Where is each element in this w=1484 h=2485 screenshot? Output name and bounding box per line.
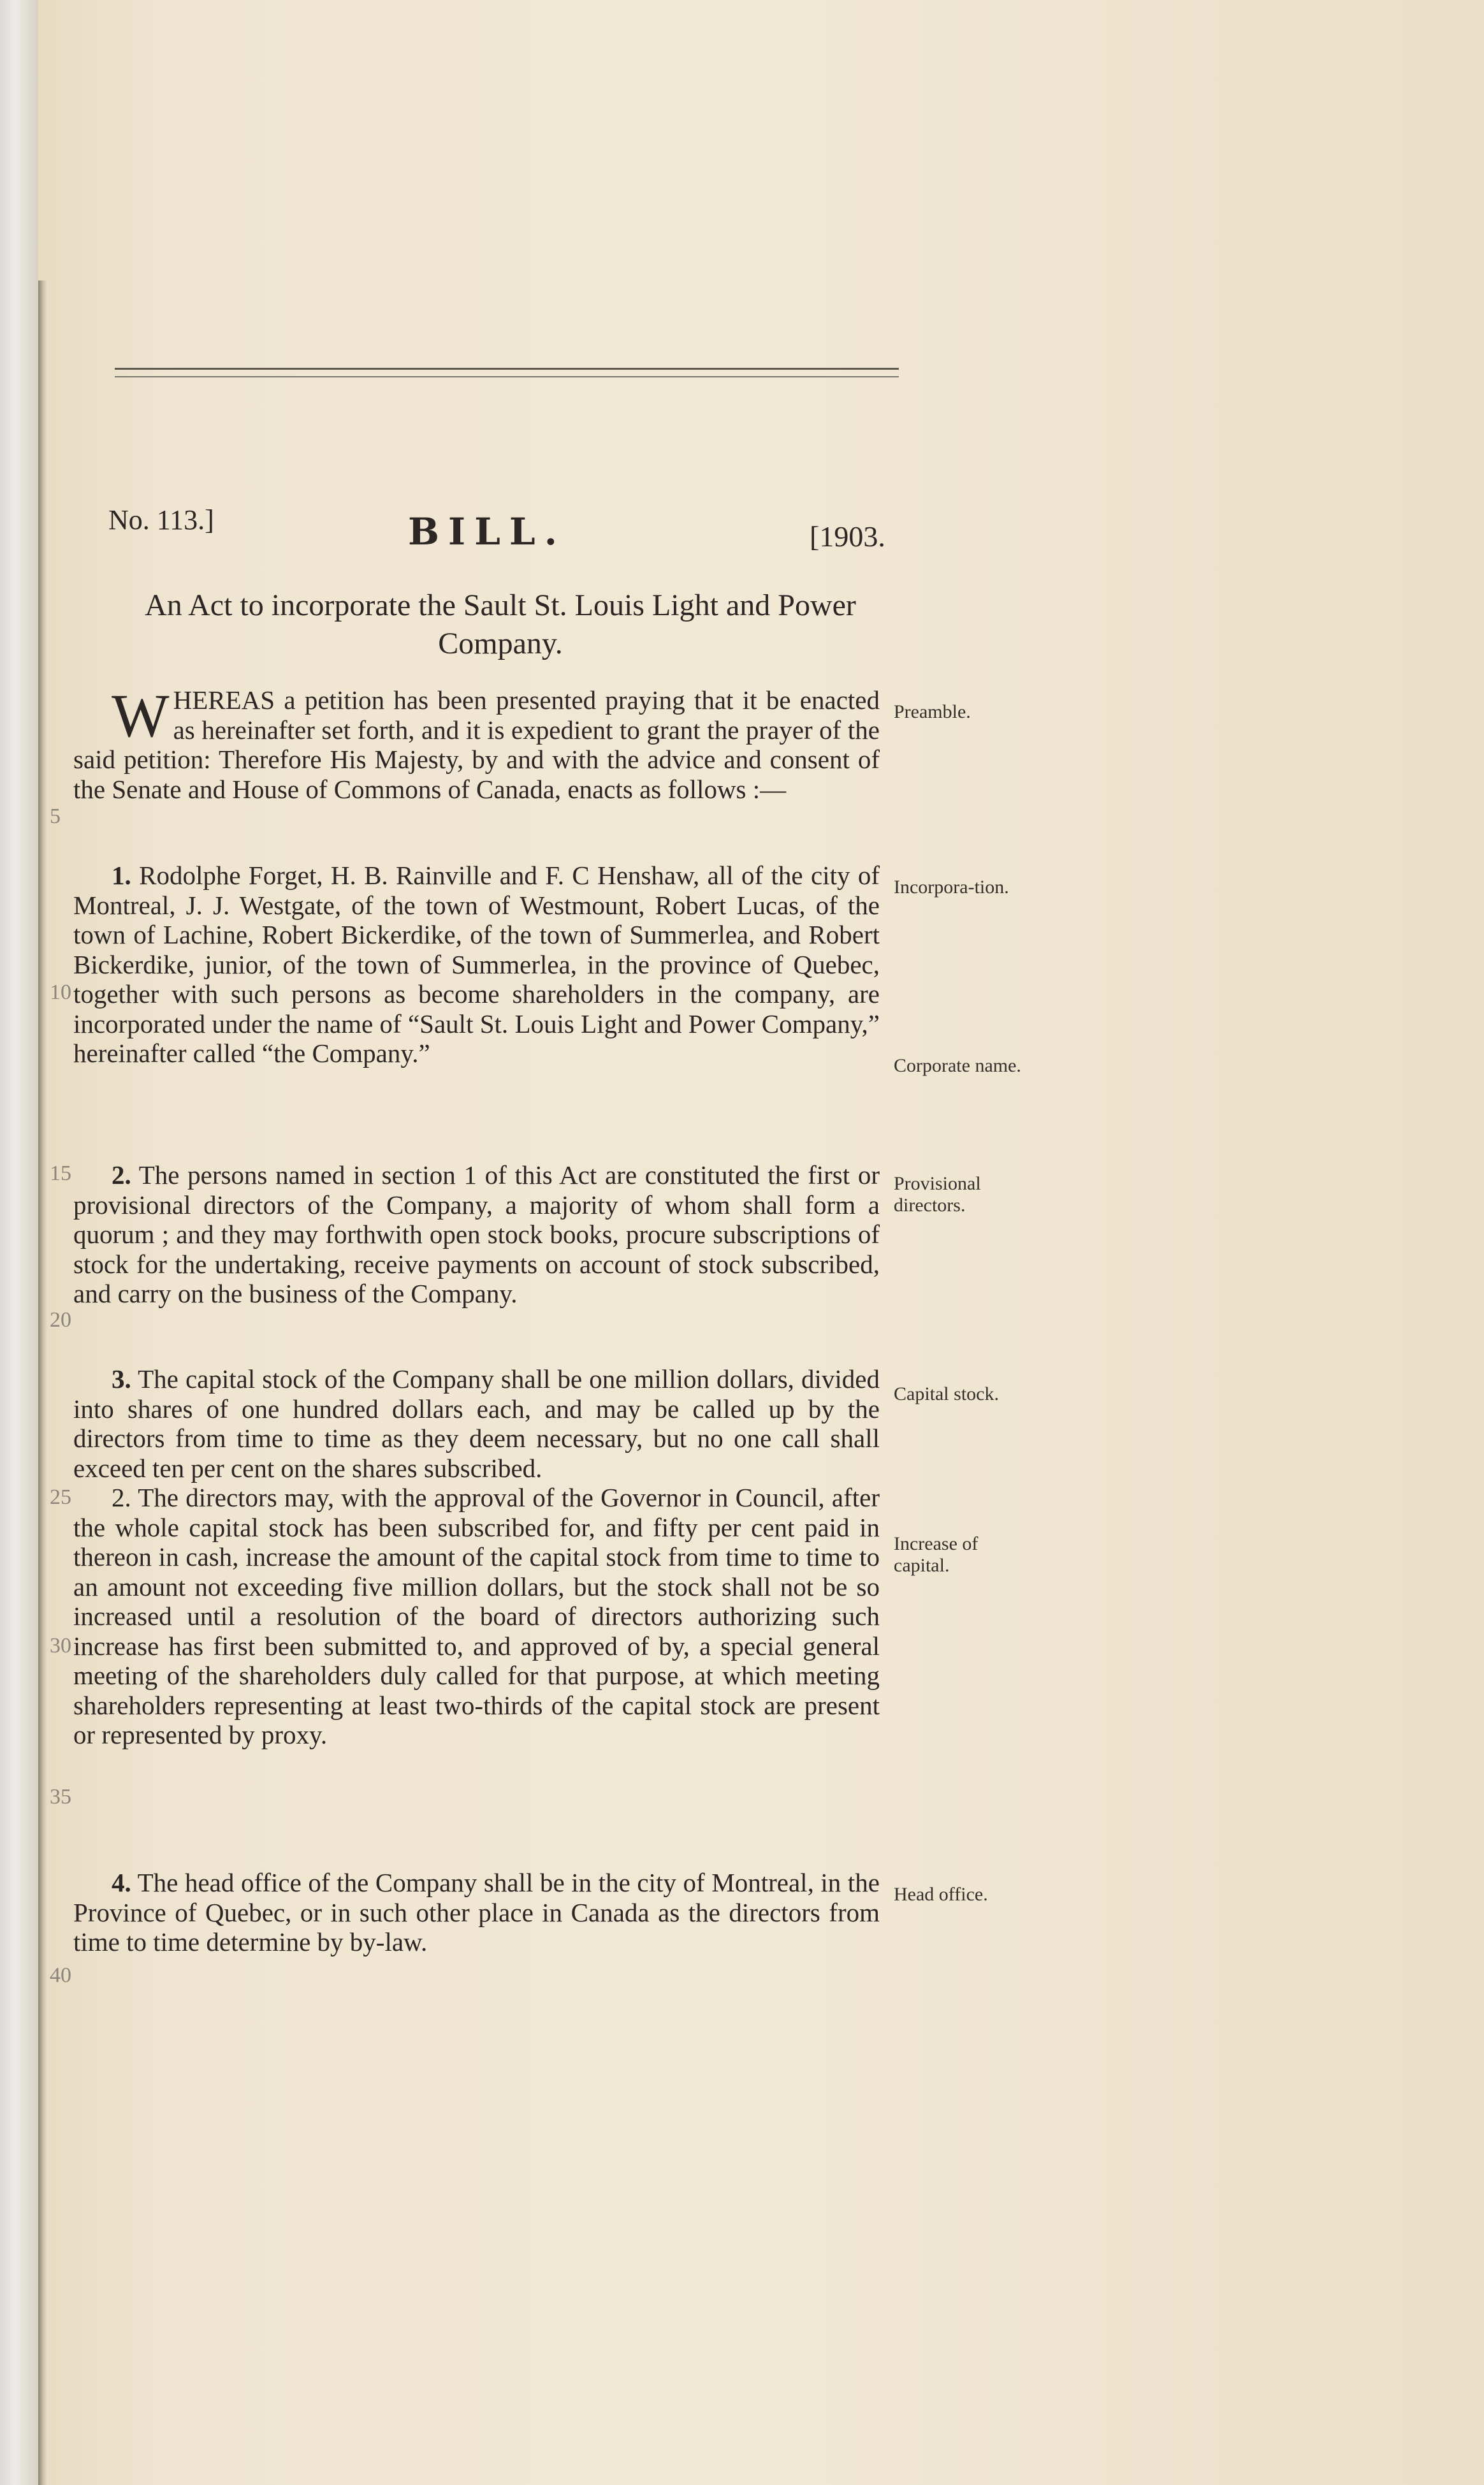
margin-note-head-office: Head office. <box>894 1884 988 1905</box>
line-number: 30 <box>50 1634 71 1658</box>
section-number: 2. <box>112 1160 131 1190</box>
margin-note-provisional-directors: Provisional directors. <box>894 1173 981 1216</box>
drop-cap: W <box>112 681 170 750</box>
section-3-subsection-2: 2. The directors may, with the approval of the Governor in Council, after the whole capital stock has been subscribed for, and fifty per cent paid in thereon in cash, increase the amount of the capital stock from time to time to an amount not exceeding five million dollars, but the stock shall not be so increased until a resolution of the board of directors authorizing such increase has first been submitted to, and approved of by, a special general meeting of the shareholders duly called for that purpose, at which meeting shareholders representing at least two-thirds of the capital stock are present or represented by proxy. <box>73 1483 880 1749</box>
section-number: 1. <box>112 861 131 890</box>
section-number: 4. <box>112 1868 131 1897</box>
binding-strip <box>0 0 38 2485</box>
preamble-text: HEREAS a petition has been presented praying that it be enacted as hereinafter set forth, and it is expedient to grant the prayer of the said petition: Therefore His Majesty, by and with the advice and consent of the Senate and House of Commons of Canada, enacts as follows :— <box>73 685 880 804</box>
margin-note-increase-capital: Increase of capital. <box>894 1533 978 1576</box>
margin-note-incorporation: Incorpora-tion. <box>894 877 1009 898</box>
header-rule <box>115 368 899 370</box>
section-3 <box>73 1364 880 1750</box>
line-number: 25 <box>50 1485 71 1509</box>
header-rule-thin <box>115 376 899 377</box>
section-text: The persons named in section 1 of this Act are constituted the first or provisional directors of the Company, a majority of whom shall form a quorum ; and they may forthwith open stock books, procure subscriptions of stock for the undertaking, receive payments on account of stock subscribed, and carry on the business of the Company. <box>73 1160 880 1308</box>
bill-year: [1903. <box>810 520 885 553</box>
bill-heading: BILL. <box>408 510 566 553</box>
section-text: The head office of the Company shall be in the city of Montreal, in the Province of Quebec, or in such other place in Canada as the directors from time to time determine by by-law. <box>73 1868 880 1957</box>
line-number: 40 <box>50 1964 71 1987</box>
bill-number: No. 113.] <box>108 504 214 536</box>
preamble-paragraph <box>73 681 880 804</box>
line-number: 15 <box>50 1162 71 1185</box>
margin-note-capital-stock: Capital stock. <box>894 1383 999 1404</box>
section-1 <box>73 861 880 1068</box>
line-number: 20 <box>50 1308 71 1332</box>
line-number: 35 <box>50 1785 71 1809</box>
margin-note-corporate-name: Corporate name. <box>894 1055 1021 1076</box>
section-text: The capital stock of the Company shall be one million dollars, divided into shares of one hundred dollars each, and may be called up by the directors from time to time as they deem necessary, but no one call shall exceed ten per cent on the shares subscribed. <box>73 1364 880 1483</box>
section-number: 3. <box>112 1364 131 1394</box>
act-title: An Act to incorporate the Sault St. Louis Light and Power Company. <box>145 588 856 660</box>
line-number: 5 <box>50 805 61 828</box>
margin-note-preamble: Preamble. <box>894 701 971 722</box>
section-4 <box>73 1868 880 1957</box>
section-text: Rodolphe Forget, H. B. Rainville and F. C Henshaw, all of the city of Montreal, J. J. Westgate, of the town of Westmount, Robert Lucas, of the town of Lachine, Robert Bickerdike, of the town of Summerlea, and Robert Bickerdike, junior, of the town of Summerlea, in the province of Quebec, together with such persons as become shareholders in the company, are incorporated under the name of “Sault St. Louis Light and Power Company,” hereinafter called “the Company.” <box>73 861 880 1068</box>
line-number: 10 <box>50 980 71 1004</box>
page-edge-shadow <box>38 281 47 2485</box>
section-2 <box>73 1160 880 1309</box>
